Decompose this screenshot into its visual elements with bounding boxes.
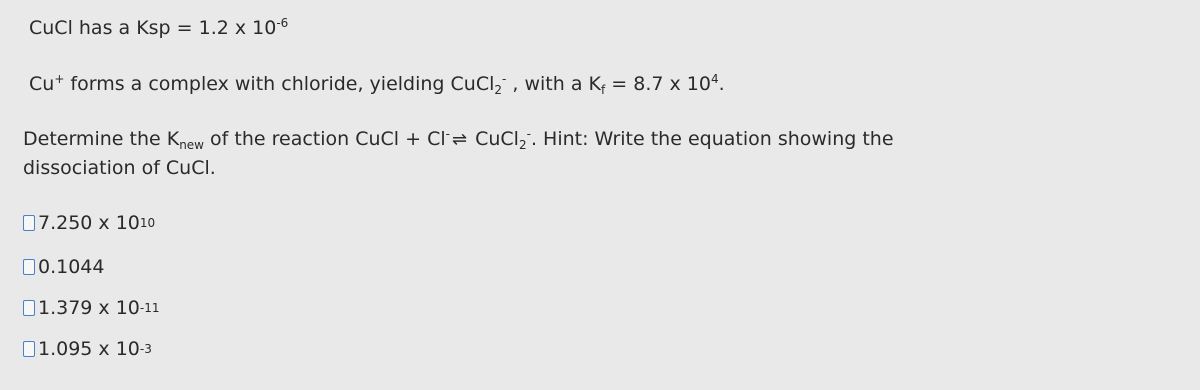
option-3[interactable]: 1.379 x 10 -11 (23, 297, 160, 319)
checkbox[interactable] (23, 341, 35, 357)
equilibrium-arrow-icon: ⇌ (451, 129, 468, 150)
option-2[interactable] (23, 256, 104, 278)
ksp-exponent: -6 (276, 16, 289, 30)
hint-text: . Hint: Write the equation showing the (530, 128, 894, 150)
option-label: 0.1044 (38, 256, 105, 278)
ksp-statement (29, 17, 288, 39)
complex-charge: - (502, 72, 507, 86)
reaction-text: of the reaction CuCl + Cl (204, 128, 446, 150)
product-charge: - (526, 127, 531, 141)
k-text: Determine the K (23, 128, 180, 150)
complex-subscript: 2 (494, 83, 503, 97)
question-line-2 (23, 157, 216, 179)
product-text: CuCl (469, 128, 519, 150)
product-subscript: 2 (518, 138, 527, 152)
kf-value: = 8.7 x 10 (605, 73, 711, 95)
ksp-text: CuCl has a Ksp = 1.2 x 10 (29, 17, 277, 39)
kf-subscript: f (601, 83, 606, 97)
cu-text: Cu (29, 73, 55, 95)
checkbox[interactable] (23, 259, 35, 275)
hint-continuation: dissociation of CuCl. (23, 157, 216, 179)
option-label: 1.095 x 10 (38, 338, 140, 360)
checkbox[interactable] (23, 215, 35, 231)
cl-charge: - (445, 127, 450, 141)
option-label: 7.250 x 10 (38, 212, 140, 234)
kf-text: , with a K (506, 73, 601, 95)
period: . (718, 73, 725, 95)
checkbox[interactable] (23, 300, 35, 316)
option-4[interactable]: 1.095 x 10 -3 (23, 338, 152, 360)
kf-exponent: 4 (710, 72, 719, 86)
complex-statement (29, 73, 725, 95)
question-line-1 (23, 128, 894, 150)
complex-text: forms a complex with chloride, yielding CuCl (64, 73, 495, 95)
option-1[interactable]: 7.250 x 10 10 (23, 212, 155, 234)
cu-charge: + (54, 72, 65, 86)
knew-subscript: new (179, 138, 204, 152)
option-label: 1.379 x 10 (38, 297, 140, 319)
